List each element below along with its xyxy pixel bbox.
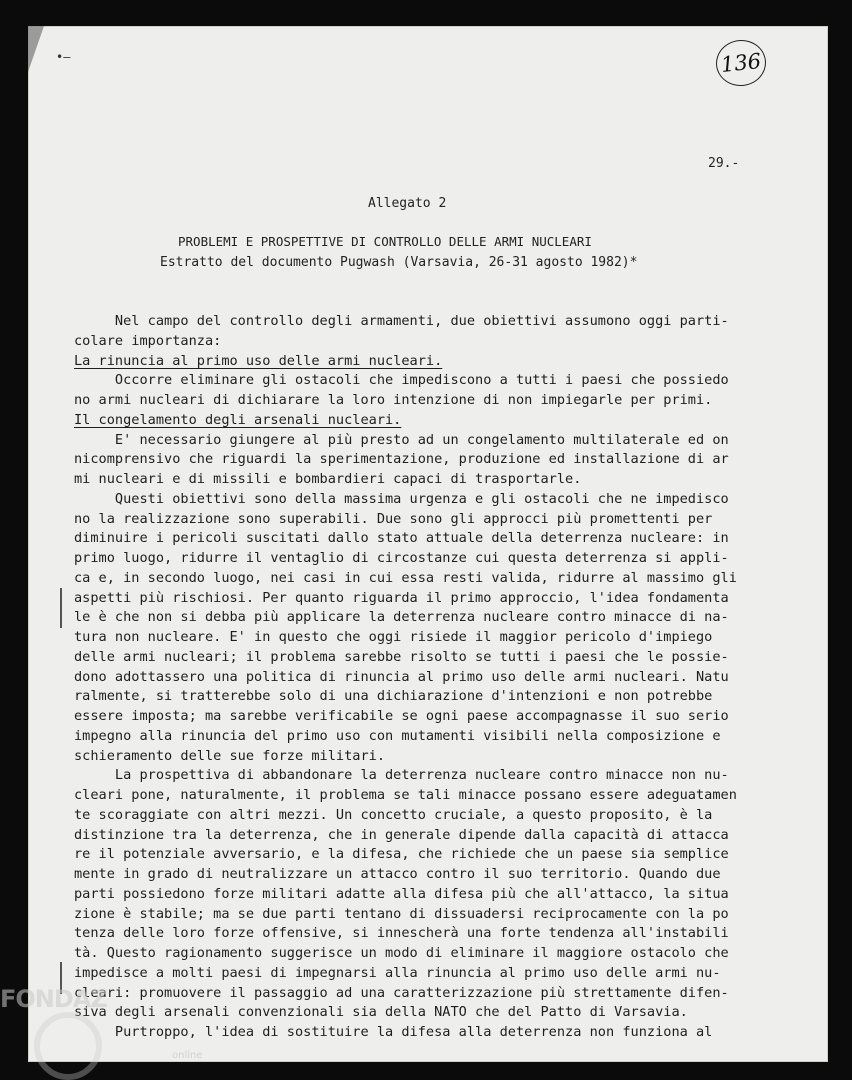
text-line	[74, 687, 774, 707]
section-heading	[74, 411, 774, 431]
watermark-ring-icon	[34, 1012, 102, 1080]
text-line-content: Nel campo del controllo degli armamenti, due obiettivi assumono oggi parti-	[74, 313, 729, 329]
text-line	[74, 668, 774, 688]
document-subtitle: Estratto del documento Pugwash (Varsavia, 26-31 agosto 1982)*	[160, 255, 638, 270]
watermark-logo: FONDAZ	[0, 985, 107, 1013]
text-line	[74, 391, 774, 411]
text-line-content: tura non nucleare. E' in questo che oggi risiede il maggior pericolo d'impiego	[74, 629, 713, 645]
page-number: 29.-	[708, 156, 740, 171]
text-line	[74, 1023, 774, 1043]
text-line-content: ralmente, si tratterebbe solo di una dichiarazione d'intenzioni e non potrebbe	[74, 688, 713, 705]
text-line	[74, 371, 774, 391]
text-line	[74, 766, 774, 786]
text-line	[74, 431, 774, 451]
text-line-content: le è che non si debba più applicare la deterrenza nucleare contro minacce di na-	[74, 609, 729, 626]
text-line	[74, 569, 774, 589]
body-text	[74, 312, 774, 1043]
text-line-content: no la realizzazione sono superabili. Due sono gli approcci più promettenti per	[74, 510, 713, 527]
text-line	[74, 964, 774, 984]
text-line-content: mi nucleari e di missili e bombardieri capaci di trasportarle.	[74, 471, 582, 487]
text-line	[74, 707, 774, 727]
text-line	[74, 450, 774, 470]
text-line	[74, 332, 774, 352]
text-line	[74, 826, 774, 846]
text-line-content: impegno alla rinuncia del primo uso con mutamenti visibili nella composizione e	[74, 727, 721, 744]
text-line	[74, 490, 774, 510]
margin-mark	[60, 588, 62, 628]
pen-mark: •–	[56, 50, 71, 64]
text-line-content: distinzione tra la deterrenza, che in generale dipende dalla capacità di attacca	[74, 826, 729, 843]
text-line	[74, 984, 774, 1004]
text-line-content: essere imposta; ma sarebbe verificabile se ogni paese accompagnasse il suo serio	[74, 708, 729, 724]
text-line-content: diminuire i pericoli suscitati dallo stato attuale della deterrenza nucleare: in	[74, 530, 729, 547]
text-line-content: siva degli arsenali convenzionali sia della NATO che del Patto di Varsavia.	[74, 1004, 688, 1021]
text-line-content: tenza delle loro forze offensive, si innescherà una forte tendenza all'instabili	[74, 925, 729, 942]
text-line-content: E' necessario giungere al più presto ad un congelamento multilaterale ed on	[74, 431, 729, 448]
annex-label: Allegato 2	[368, 196, 447, 211]
text-line	[74, 608, 774, 628]
text-line	[74, 747, 774, 767]
text-line	[74, 589, 774, 609]
text-line-content: La prospettiva di abbandonare la deterrenza nucleare contro minacce non nu-	[74, 767, 729, 784]
text-line	[74, 845, 774, 865]
text-line	[74, 1003, 774, 1023]
text-line-content: no armi nucleari di dichiarare la loro intenzione di non impiegarle per primi.	[74, 392, 713, 408]
text-line	[74, 648, 774, 668]
text-line	[74, 510, 774, 530]
text-line-content: Questi obiettivi sono della massima urgenza e gli ostacoli che ne impedisco	[74, 490, 729, 507]
text-line-content: re il potenziale avversario, e la difesa, che richiede che un paese sia semplice	[74, 846, 729, 863]
text-line-content: La rinuncia al primo uso delle armi nucleari.	[74, 352, 443, 369]
section-heading	[74, 352, 774, 372]
text-line-content: dono adottassero una politica di rinuncia al primo uso delle armi nucleari. Natu	[74, 668, 729, 685]
text-line-content: parti possiedono forze militari adatte alla difesa più che all'attacco, la situa	[74, 885, 729, 902]
text-line	[74, 885, 774, 905]
document-page	[28, 26, 828, 1062]
text-line	[74, 727, 774, 747]
text-line-content: nicomprensivo che riguardi la sperimentazione, produzione ed installazione di ar	[74, 451, 729, 468]
corner-fold	[28, 26, 44, 72]
text-line-content: impedisce a molti paesi di impegnarsi alla rinuncia al primo uso delle armi nu-	[74, 964, 721, 981]
text-line	[74, 865, 774, 885]
text-line-content: cleari pone, naturalmente, il problema se tali minacce possano essere adeguatamen	[74, 787, 737, 803]
text-line	[74, 806, 774, 826]
text-line-content: ca e, in secondo luogo, nei casi in cui essa resti valida, ridurre al massimo gli	[74, 569, 737, 586]
text-line-content: primo luogo, ridurre il ventaglio di circostanze cui questa deterrenza si appli-	[74, 550, 729, 566]
watermark-subtext: online	[172, 1050, 203, 1061]
circled-page-number: 136	[714, 38, 769, 89]
text-line-content: schieramento delle sue forze militari.	[74, 747, 385, 764]
document-title: PROBLEMI E PROSPETTIVE DI CONTROLLO DELLE ARMI NUCLEARI	[178, 234, 592, 249]
text-line	[74, 786, 774, 806]
text-line-content: aspetti più rischiosi. Per quanto riguarda il primo approccio, l'idea fondamenta	[74, 589, 729, 606]
text-line	[74, 470, 774, 490]
text-line-content: colare importanza:	[74, 332, 222, 349]
text-line-content: Occorre eliminare gli ostacoli che impediscono a tutti i paesi che possiedo	[74, 372, 729, 389]
text-line-content: zione è stabile; ma se due parti tentano di dissuadersi reciprocamente con la po	[74, 905, 729, 922]
text-line-content: delle armi nucleari; il problema sarebbe risolto se tutti i paesi che le possie-	[74, 648, 729, 665]
text-line-content: Il congelamento degli arsenali nucleari.	[74, 411, 402, 428]
text-line-content: Purtroppo, l'idea di sostituire la difesa alla deterrenza non funziona al	[74, 1024, 713, 1040]
text-line	[74, 312, 774, 332]
text-line	[74, 924, 774, 944]
text-line-content: mente in grado di neutralizzare un attacco contro il suo territorio. Quando due	[74, 866, 721, 882]
text-line-content: te scoraggiate con altri mezzi. Un concetto cruciale, a questo proposito, è la	[74, 806, 713, 823]
text-line-content: cleari: promuovere il passaggio ad una caratterizzazione più strettamente difen-	[74, 984, 729, 1001]
text-line-content: tà. Questo ragionamento suggerisce un modo di eliminare il maggiore ostacolo che	[74, 945, 729, 961]
text-line	[74, 529, 774, 549]
text-line	[74, 549, 774, 569]
text-line	[74, 944, 774, 964]
text-line	[74, 628, 774, 648]
text-line	[74, 905, 774, 925]
